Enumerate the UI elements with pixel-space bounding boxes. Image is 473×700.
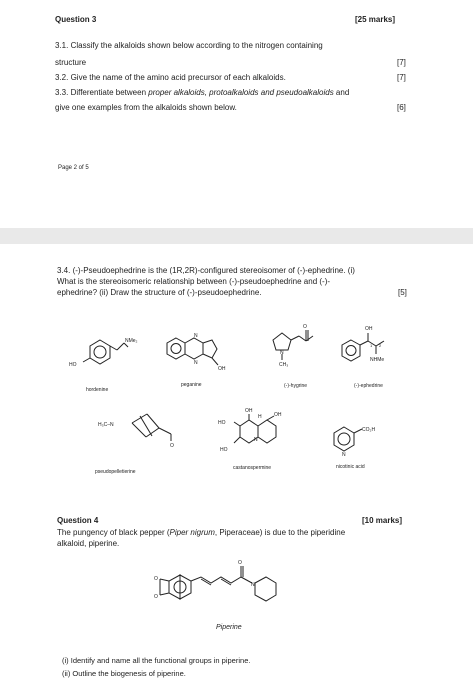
question-3-title: Question 3 (55, 15, 97, 24)
pseudopelletierine-o-label: O (170, 443, 174, 449)
piperine-o2-label: O (154, 594, 158, 600)
q3-4-line-1: 3.4. (-)-Pseudoephedrine is the (1R,2R)-configured stereoisomer of (-)-ephedrine. (i) (57, 266, 355, 275)
q3-2-text: 3.2. Give the name of the amino acid precursor of each alkaloids. (55, 73, 286, 82)
ephedrine-oh-label: OH (365, 326, 373, 332)
hordenine-nme2-label: NMe₂ (125, 338, 138, 344)
castanospermine-ho2-label: HO (220, 447, 228, 453)
piperine-o3-label: O (238, 560, 242, 566)
q3-4-line-3: ephedrine? (ii) Draw the structure of (-)-pseudoephedrine. (57, 288, 262, 297)
peganine-label: peganine (181, 382, 202, 388)
hygrine-ch3-label: CH₃ (279, 362, 289, 368)
hordenine-label: hordenine (86, 387, 109, 393)
q3-4-line-2: What is the stereoisomeric relationship between (-)-pseudoephedrine and (-)- (57, 277, 331, 286)
castanospermine-label: castanospermine (233, 465, 272, 471)
piperine-label: Piperine (216, 624, 242, 631)
hygrine-o-label: O (303, 324, 307, 330)
hygrine-n-label: N (280, 350, 284, 356)
q4-part-ii: (ii) Outline the biogenesis of piperine. (62, 669, 186, 678)
page-3 (0, 244, 473, 700)
q3-4-marks: [5] (398, 288, 407, 297)
q3-3-line-2: give one examples from the alkaloids shown below. (55, 103, 237, 112)
q3-3-line-1: 3.3. Differentiate between proper alkaloids, protoalkaloids and pseudoalkaloids and (55, 88, 350, 97)
castanospermine-n-label: N (254, 437, 258, 443)
pseudopelletierine-h3cn-label: H₃C–N (98, 422, 114, 428)
peganine-n2-label: N (194, 360, 198, 366)
ephedrine-c2-label: 2 (379, 343, 382, 348)
castanospermine-h-label: H (258, 414, 262, 420)
nicotinic-acid-co2h-label: CO₂H (362, 427, 376, 433)
q4-part-i: (i) Identify and name all the functional groups in piperine. (62, 656, 251, 665)
castanospermine-ho1-label: HO (218, 420, 226, 426)
q4-intro-line-2: alkaloid, piperine. (57, 539, 120, 548)
question-4-title: Question 4 (57, 516, 99, 525)
ephedrine-c1-label: 1 (370, 343, 373, 348)
ephedrine-nhme-label: NHMe (370, 357, 385, 363)
q3-1-line-1: 3.1. Classify the alkaloids shown below according to the nitrogen containing (55, 41, 323, 50)
q3-1-line-2: structure (55, 58, 87, 67)
castanospermine-oh2-label: OH (274, 412, 282, 418)
castanospermine-oh1-label: OH (245, 408, 253, 414)
piperine-n-label: N (251, 582, 255, 588)
q3-3-marks: [6] (397, 103, 406, 112)
hygrine-label: (-)-hygrine (284, 383, 308, 389)
q4-intro-line-1: The pungency of black pepper (Piper nigrum, Piperaceae) is due to the piperidine (57, 528, 346, 537)
page-2 (0, 0, 473, 228)
nicotinic-acid-n-label: N (342, 452, 346, 458)
question-3-marks: [25 marks] (355, 15, 396, 24)
q3-2-marks: [7] (397, 73, 406, 82)
piperine-o1-label: O (154, 576, 158, 582)
hordenine-ho-label: HO (69, 362, 77, 368)
question-4-marks: [10 marks] (362, 516, 403, 525)
q3-1-marks: [7] (397, 58, 406, 67)
peganine-oh-label: OH (218, 366, 226, 372)
page-number: Page 2 of 5 (58, 165, 89, 171)
ephedrine-label: (-)-ephedrine (354, 383, 383, 389)
nicotinic-acid-label: nicotinic acid (336, 464, 365, 470)
pseudopelletierine-label: pseudopelletierine (95, 469, 136, 475)
peganine-n1-label: N (194, 333, 198, 339)
